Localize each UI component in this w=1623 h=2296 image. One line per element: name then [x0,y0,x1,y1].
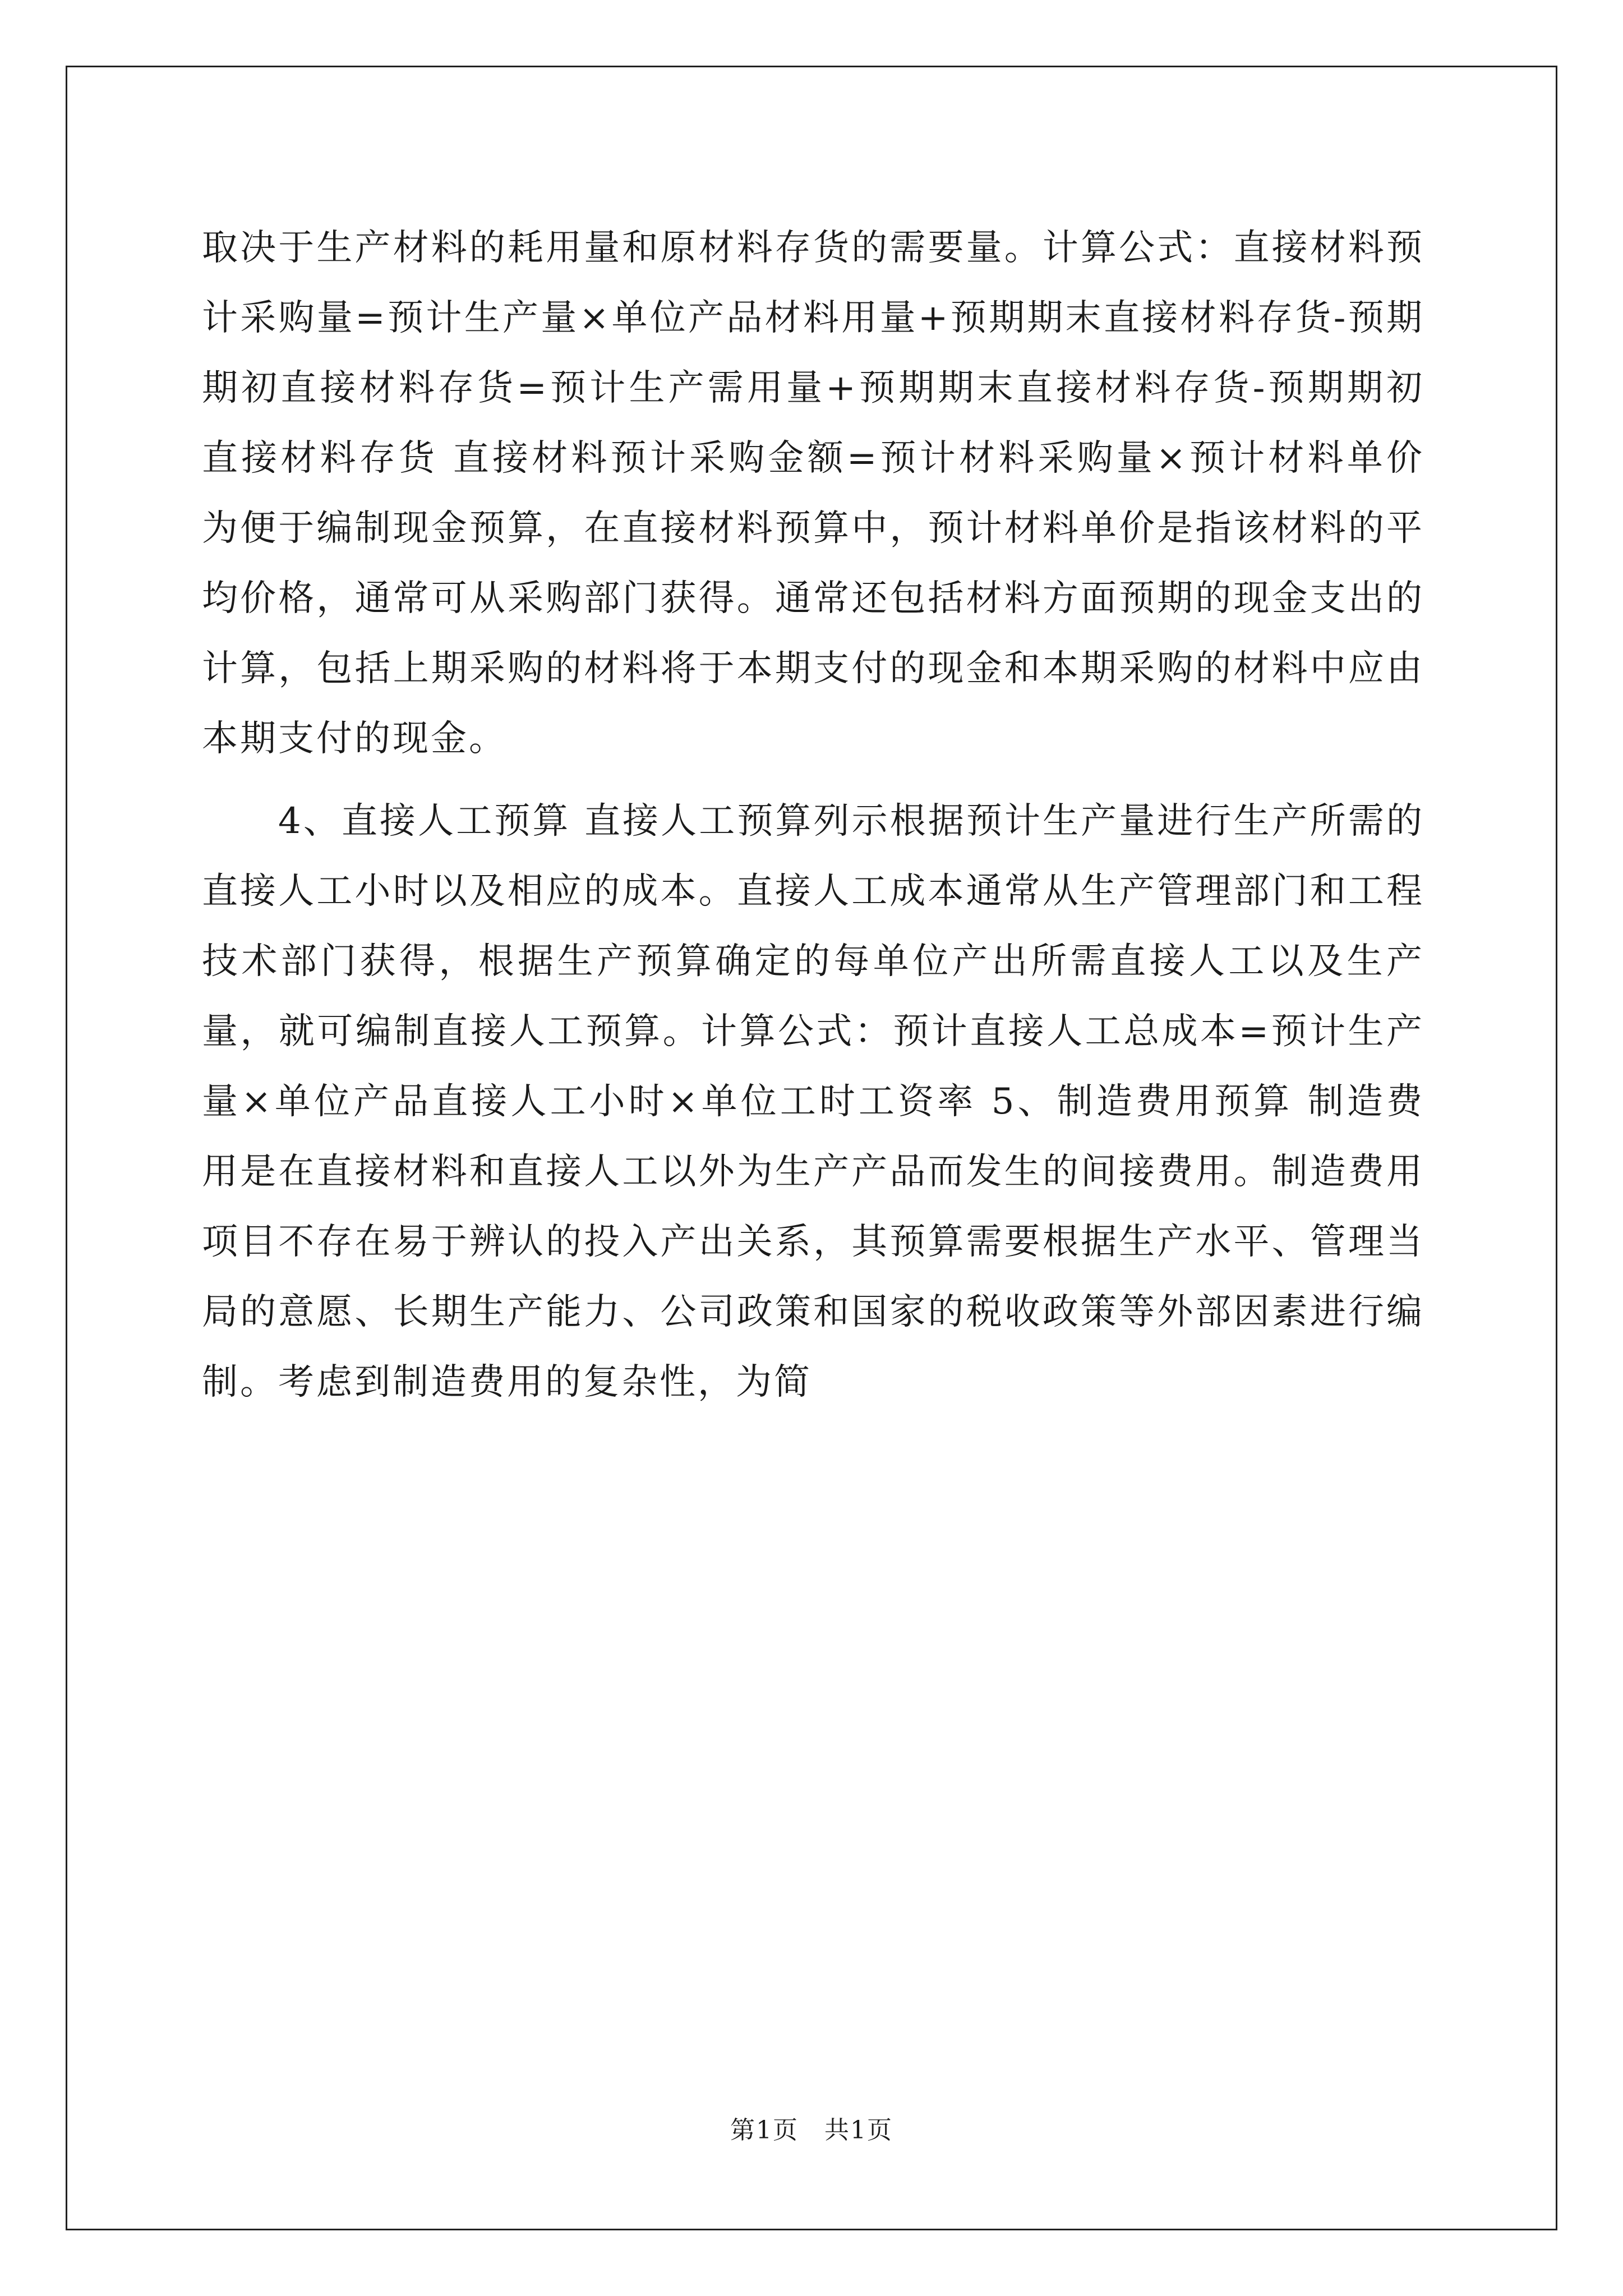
paragraph-direct-materials: 取决于生产材料的耗用量和原材料存货的需要量。计算公式：直接材料预计采购量=预计生产量×单位产品材料用量+预期期末直接材料存货-预期期初直接材料存货=预计生产需用量+预期期末直接材料存货-预期期初直接材料存货 直接材料预计采购金额=预计材料采购量×预计材料单价 为便于编制现金预算，在直接材料预算中，预计材料单价是指该材料的平均价格，通常可从采购部门获得。通常还包括材料方面预期的现金支出的计算，包括上期采购的材料将于本期支付的现金和本期采购的材料中应由本期支付的现金。 [202,227,1424,760]
document-body [202,213,1424,1418]
paragraph-direct-labor: 4、直接人工预算 直接人工预算列示根据预计生产量进行生产所需的直接人工小时以及相应的成本。直接人工成本通常从生产管理部门和工程技术部门获得，根据生产预算确定的每单位产出所需直接人工以及生产量，就可编制直接人工预算。计算公式：预计直接人工总成本=预计生产量×单位产品直接人工小时×单位工时工资率 5、制造费用预算 制造费用是在直接材料和直接人工以外为生产产品而发生的间接费用。制造费用项目不存在易于辨认的投入产出关系，其预算需要根据生产水平、管理当局的意愿、长期生产能力、公司政策和国家的税收政策等外部因素进行编制。考虑到制造费用的复杂性，为简 [202,800,1424,1403]
page-number-footer: 第1页 共1页 [730,2116,893,2145]
